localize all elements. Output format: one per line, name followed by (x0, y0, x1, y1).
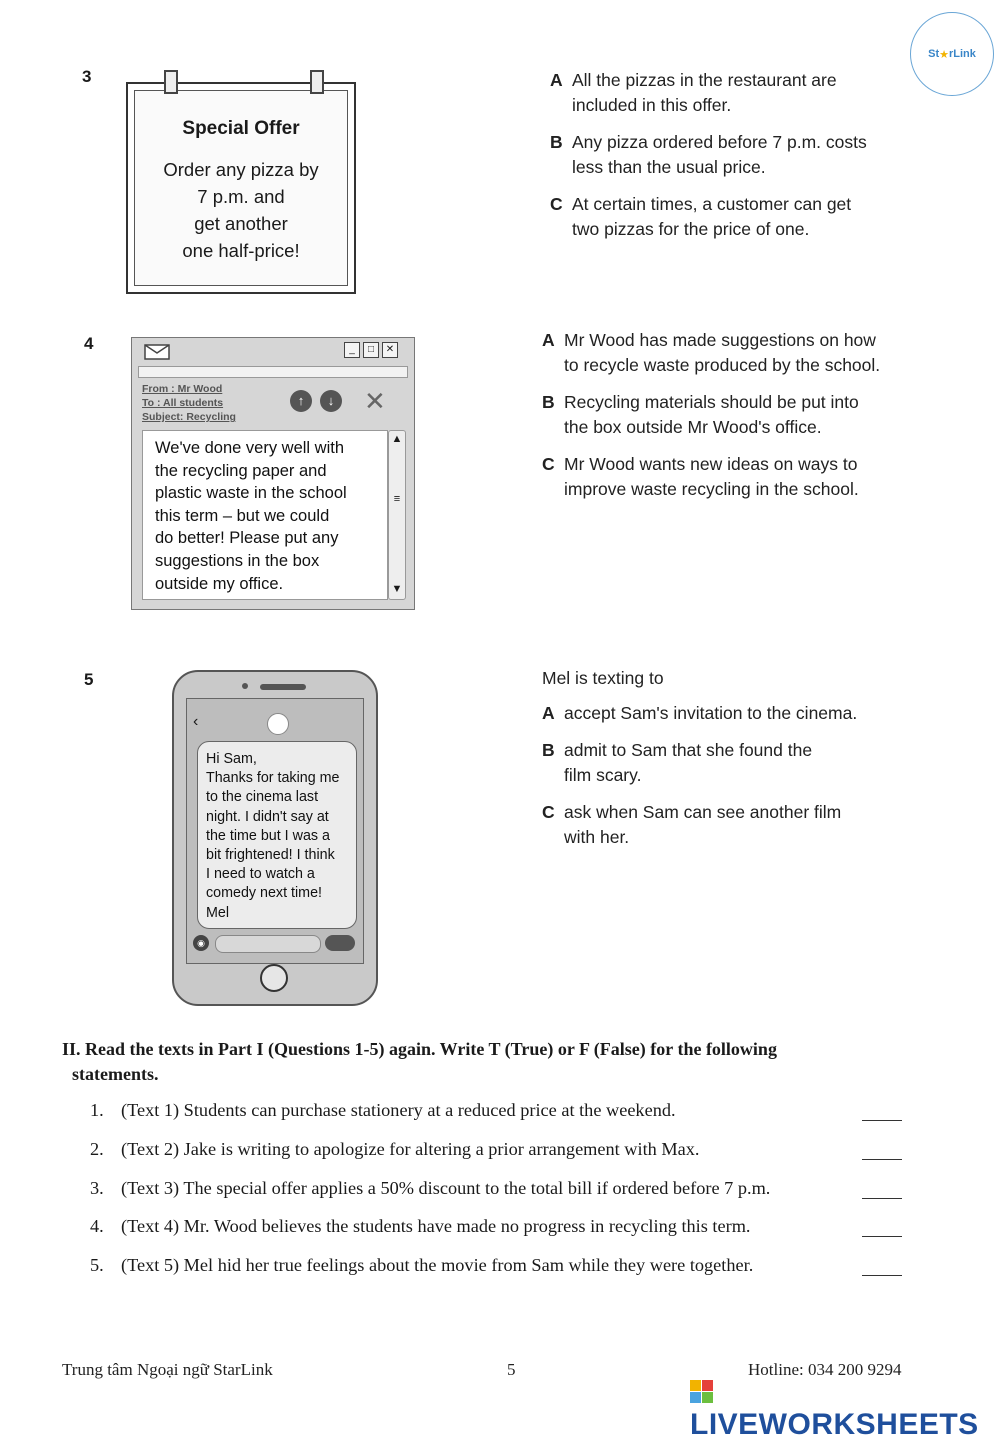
option-letter: A (550, 70, 563, 90)
statement-row (62, 1178, 922, 1204)
message-line: night. I didn't say at (206, 808, 329, 825)
option-letter: C (542, 802, 555, 822)
statement-row (62, 1100, 922, 1126)
email-line: We've done very well with (155, 439, 345, 457)
question-4-number: 4 (84, 334, 94, 353)
option-text: admit to Sam that she found the (564, 740, 813, 760)
clip-icon (310, 70, 324, 94)
back-arrow-icon: ‹ (193, 713, 199, 730)
scroll-grip-icon: ≡ (393, 493, 401, 505)
question-5-number: 5 (84, 670, 94, 689)
option-text: Mr Wood wants new ideas on ways to (564, 454, 858, 474)
email-body-text (155, 437, 381, 595)
message-text (206, 750, 356, 923)
option-a[interactable] (542, 701, 857, 726)
option-b[interactable] (542, 390, 880, 440)
answer-blank[interactable] (862, 1192, 902, 1199)
option-letter: A (542, 330, 555, 350)
part-2-heading-line: II. Read the texts in Part I (Questions 1-5) again. Write T (True) or F (False) for the following (62, 1039, 777, 1059)
email-scrollbar (388, 430, 406, 600)
send-icon (325, 935, 355, 951)
option-c[interactable] (542, 800, 857, 850)
part-2-heading-line: statements. (72, 1064, 159, 1084)
email-line: outside my office. (155, 574, 284, 593)
camera-icon: ◉ (193, 935, 209, 951)
answer-blank[interactable] (862, 1114, 902, 1121)
message-line: to the cinema last (206, 789, 319, 806)
question-5-options (542, 666, 857, 862)
statement-row (62, 1255, 922, 1281)
statement-text: (Text 1) Students can purchase stationery at a reduced price at the weekend. (121, 1100, 676, 1120)
home-button-icon (260, 964, 288, 992)
message-line: comedy next time! (206, 885, 323, 902)
option-letter: B (542, 392, 555, 412)
arrow-down-icon: ↓ (320, 390, 342, 412)
footer-hotline: Hotline: 034 200 9294 (748, 1360, 902, 1379)
answer-blank[interactable] (862, 1230, 902, 1237)
liveworksheets-text: LIVEWORKSHEETS (690, 1408, 979, 1441)
question-4-options (542, 328, 880, 514)
option-letter: A (542, 703, 555, 723)
option-text: film scary. (564, 765, 642, 785)
camera-dot-icon (242, 683, 248, 689)
phone-illustration (172, 670, 378, 1006)
arrow-up-icon: ↑ (290, 390, 312, 412)
email-title-bar (132, 338, 414, 364)
option-a[interactable] (542, 328, 880, 378)
contact-avatar-icon (267, 713, 289, 735)
option-letter: B (550, 132, 563, 152)
statement-number: 4. (90, 1216, 104, 1236)
option-a[interactable] (550, 68, 867, 118)
option-text: ask when Sam can see another film (564, 802, 842, 822)
speaker-icon (260, 684, 306, 690)
statement-number: 1. (90, 1100, 104, 1120)
email-subject: Subject: Recycling (142, 411, 236, 423)
statement-text: (Text 5) Mel hid her true feelings about the movie from Sam while they were together. (121, 1255, 754, 1275)
phone-screen (186, 698, 364, 964)
option-text: the box outside Mr Wood's office. (564, 417, 822, 437)
option-b[interactable] (550, 130, 867, 180)
question-3-number: 3 (82, 67, 92, 86)
notice-body (128, 156, 354, 264)
option-text: improve waste recycling in the school. (564, 479, 859, 499)
email-line: plastic waste in the school (155, 484, 347, 503)
message-line: Thanks for taking me (206, 770, 340, 787)
notice-line: Order any pizza by (163, 159, 319, 180)
option-text: accept Sam's invitation to the cinema. (564, 703, 858, 723)
logo-star-icon: ★ (939, 48, 949, 61)
email-meta (142, 382, 236, 424)
answer-blank[interactable] (862, 1269, 902, 1276)
option-text: At certain times, a customer can get (572, 194, 852, 214)
statement-row (62, 1216, 922, 1242)
special-offer-notice (126, 82, 356, 294)
message-bubble (197, 741, 357, 929)
statement-text: (Text 2) Jake is writing to apologize for altering a prior arrangement with Max. (121, 1139, 700, 1159)
part-2-heading (62, 1037, 922, 1087)
message-line: bit frightened! I think (206, 847, 335, 864)
email-line: suggestions in the box (155, 551, 320, 570)
envelope-icon (144, 344, 170, 360)
address-bar (138, 366, 408, 378)
message-input (215, 935, 321, 953)
liveworksheets-logo-icon (690, 1380, 714, 1404)
statement-text: (Text 3) The special offer applies a 50% discount to the total bill if ordered before 7 p.m. (121, 1178, 771, 1198)
message-line: Mel (206, 904, 230, 921)
email-from: From : Mr Wood (142, 383, 223, 395)
scroll-up-icon: ▲ (391, 433, 403, 445)
option-text: with her. (564, 827, 630, 847)
liveworksheets-brand[interactable] (690, 1374, 1000, 1442)
option-text: All the pizzas in the restaurant are (572, 70, 837, 90)
statement-number: 5. (90, 1255, 104, 1275)
email-line: this term – but we could (155, 506, 330, 525)
option-text: less than the usual price. (572, 157, 766, 177)
answer-blank[interactable] (862, 1153, 902, 1160)
statement-number: 2. (90, 1139, 104, 1159)
option-text: Any pizza ordered before 7 p.m. costs (572, 132, 867, 152)
message-line: the time but I was a (206, 827, 330, 844)
option-b[interactable] (542, 738, 857, 788)
clip-icon (164, 70, 178, 94)
option-c[interactable] (542, 452, 880, 502)
minimize-icon: _ (344, 342, 360, 358)
close-icon: ✕ (382, 342, 398, 358)
option-text: to recycle waste produced by the school. (564, 355, 881, 375)
email-to: To : All students (142, 397, 224, 409)
email-line: the recycling paper and (155, 461, 327, 480)
question-5-stem: Mel is texting to (542, 668, 664, 688)
notice-line: one half-price! (182, 240, 300, 261)
logo-text-end: rLink (948, 48, 976, 60)
logo-text-start: St (928, 48, 940, 60)
delete-icon: ✕ (364, 386, 386, 416)
email-body (142, 430, 388, 600)
starlink-logo (910, 12, 994, 96)
scroll-down-icon: ▼ (391, 583, 403, 595)
email-line: do better! Please put any (155, 529, 339, 548)
option-letter: C (550, 194, 563, 214)
message-line: I need to watch a (206, 866, 315, 883)
option-text: included in this offer. (572, 95, 732, 115)
footer-page-number: 5 (507, 1360, 516, 1379)
footer-center-name: Trung tâm Ngoại ngữ StarLink (62, 1360, 273, 1379)
notice-line: get another (194, 213, 288, 234)
statement-text: (Text 4) Mr. Wood believes the students have made no progress in recycling this term. (121, 1216, 751, 1236)
option-letter: C (542, 454, 555, 474)
option-text: two pizzas for the price of one. (572, 219, 810, 239)
option-letter: B (542, 740, 555, 760)
statement-row (62, 1139, 922, 1165)
notice-title: Special Offer (182, 118, 300, 139)
maximize-icon: □ (363, 342, 379, 358)
notice-line: 7 p.m. and (197, 186, 285, 207)
question-3-options (550, 68, 867, 254)
option-c[interactable] (550, 192, 867, 242)
option-text: Mr Wood has made suggestions on how (564, 330, 876, 350)
message-input-bar (193, 935, 355, 955)
message-line: Hi Sam, (206, 751, 257, 767)
option-text: Recycling materials should be put into (564, 392, 859, 412)
statement-number: 3. (90, 1178, 104, 1198)
email-window (131, 337, 415, 610)
